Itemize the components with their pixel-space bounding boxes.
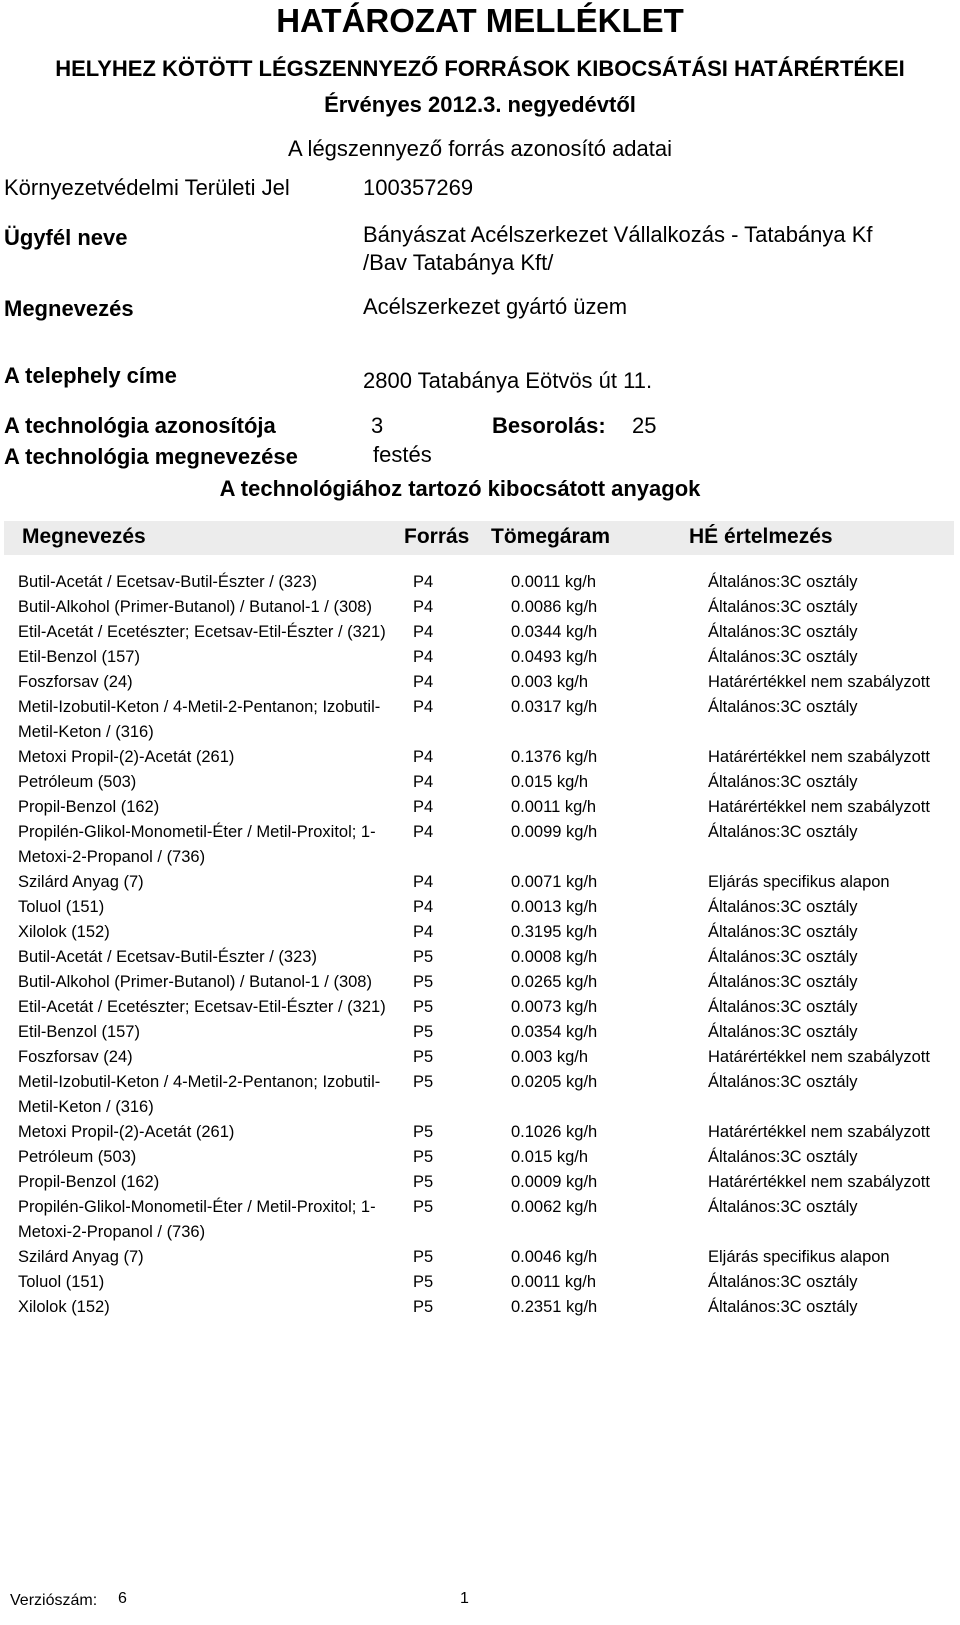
- substance-name: Propilén-Glikol-Monometil-Éter / Metil-Proxitol; 1-Metoxi-2-Propanol / (736): [18, 823, 376, 866]
- substance-limit: Általános:3C osztály: [708, 773, 858, 791]
- substance-mass-flow: 0.0011 kg/h: [511, 1273, 597, 1291]
- substance-mass-flow: 0.1376 kg/h: [511, 748, 598, 766]
- substance-source: P5: [413, 948, 434, 966]
- classification-label: Besorolás:: [492, 413, 606, 438]
- substance-name: Xilolok (152): [18, 923, 110, 941]
- substance-mass-flow: 0.0344 kg/h: [511, 623, 598, 641]
- tech-name-label: A technológia megnevezése: [4, 444, 298, 469]
- substance-name: Szilárd Anyag (7): [18, 1248, 144, 1266]
- substance-source: P4: [413, 773, 434, 791]
- table-row: [18, 1270, 948, 1295]
- source-section-title: A légszennyező forrás azonosító adatai: [287, 136, 673, 161]
- substance-mass-flow: 0.0013 kg/h: [511, 898, 598, 916]
- substance-mass-flow: 0.0046 kg/h: [511, 1248, 598, 1266]
- substance-name: Petróleum (503): [18, 773, 137, 791]
- substance-limit: Általános:3C osztály: [708, 648, 858, 666]
- substance-name: Propil-Benzol (162): [18, 1173, 160, 1191]
- name-value: Acélszerkezet gyártó üzem: [363, 294, 628, 319]
- address-label: A telephely címe: [4, 363, 177, 388]
- substance-limit: Általános:3C osztály: [708, 1298, 858, 1316]
- substance-name: Toluol (151): [18, 1273, 105, 1291]
- client-value-line2: /Bav Tatabánya Kft/: [363, 250, 554, 275]
- substance-name: Metoxi Propil-(2)-Acetát (261): [18, 1123, 235, 1141]
- substance-mass-flow: 0.0265 kg/h: [511, 973, 598, 991]
- header-name: Megnevezés: [22, 525, 146, 548]
- substance-source: P4: [413, 798, 434, 816]
- substance-limit: Határértékkel nem szabályzott: [708, 673, 930, 691]
- table-row: [18, 895, 948, 920]
- table-row: [18, 695, 948, 745]
- table-row: [18, 1020, 948, 1045]
- name-label: Megnevezés: [4, 296, 134, 321]
- table-row: [18, 1195, 948, 1245]
- substance-source: P4: [413, 598, 434, 616]
- table-row: [18, 1070, 948, 1120]
- substance-mass-flow: 0.0099 kg/h: [511, 823, 598, 841]
- substance-source: P5: [413, 1148, 434, 1166]
- table-row: [18, 970, 948, 995]
- substance-name: Etil-Acetát / Ecetészter; Ecetsav-Etil-Észter / (321): [18, 998, 386, 1016]
- substance-mass-flow: 0.2351 kg/h: [511, 1298, 598, 1316]
- substance-mass-flow: 0.0073 kg/h: [511, 998, 598, 1016]
- substance-name: Foszforsav (24): [18, 673, 133, 691]
- substance-limit: Általános:3C osztály: [708, 823, 858, 841]
- substance-name: Etil-Acetát / Ecetészter; Ecetsav-Etil-Észter / (321): [18, 623, 386, 641]
- substance-limit: Határértékkel nem szabályzott: [708, 1173, 930, 1191]
- table-header: [4, 521, 954, 555]
- ktj-value: 100357269: [363, 175, 474, 200]
- substance-source: P4: [413, 673, 434, 691]
- substance-name: Propil-Benzol (162): [18, 798, 160, 816]
- substance-source: P5: [413, 1198, 434, 1216]
- table-row: [18, 620, 948, 645]
- substance-name: Etil-Benzol (157): [18, 1023, 140, 1041]
- substance-limit: Általános:3C osztály: [708, 1073, 858, 1091]
- substance-source: P5: [413, 1273, 434, 1291]
- substance-mass-flow: 0.003 kg/h: [511, 1048, 589, 1066]
- substance-name: Etil-Benzol (157): [18, 648, 140, 666]
- substance-name: Foszforsav (24): [18, 1048, 133, 1066]
- substance-source: P5: [413, 1298, 434, 1316]
- substance-source: P4: [413, 873, 434, 891]
- substance-limit: Általános:3C osztály: [708, 973, 858, 991]
- document-title: HATÁROZAT MELLÉKLET: [276, 2, 684, 39]
- substance-mass-flow: 0.015 kg/h: [511, 773, 589, 791]
- header-limit-interpretation: HÉ értelmezés: [689, 525, 833, 548]
- substance-limit: Eljárás specifikus alapon: [708, 873, 890, 891]
- tech-name-value: festés: [373, 442, 432, 467]
- substance-source: P5: [413, 1048, 434, 1066]
- substance-limit: Határértékkel nem szabályzott: [708, 1048, 930, 1066]
- table-row: [18, 795, 948, 820]
- header-mass-flow: Tömegáram: [491, 525, 611, 548]
- table-row: [18, 1170, 948, 1195]
- substance-mass-flow: 0.0062 kg/h: [511, 1198, 598, 1216]
- substance-limit: Általános:3C osztály: [708, 1273, 858, 1291]
- substance-limit: Általános:3C osztály: [708, 598, 858, 616]
- substance-source: P5: [413, 1023, 434, 1041]
- substance-limit: Általános:3C osztály: [708, 1198, 858, 1216]
- client-value-line1: Bányászat Acélszerkezet Vállalkozás - Tatabánya Kf: [363, 222, 873, 247]
- page-number: 1: [460, 1590, 469, 1607]
- table-row: [18, 1245, 948, 1270]
- substance-source: P4: [413, 573, 434, 591]
- substance-mass-flow: 0.0317 kg/h: [511, 698, 598, 716]
- substance-limit: Általános:3C osztály: [708, 948, 858, 966]
- substance-source: P4: [413, 898, 434, 916]
- client-label: Ügyfél neve: [4, 225, 128, 250]
- substance-mass-flow: 0.3195 kg/h: [511, 923, 598, 941]
- substance-name: Metil-Izobutil-Keton / 4-Metil-2-Pentanon; Izobutil-Metil-Keton / (316): [18, 1073, 381, 1116]
- substance-source: P4: [413, 823, 434, 841]
- substance-mass-flow: 0.0009 kg/h: [511, 1173, 598, 1191]
- table-row: [18, 1120, 948, 1145]
- substance-name: Metil-Izobutil-Keton / 4-Metil-2-Pentanon; Izobutil-Metil-Keton / (316): [18, 698, 381, 741]
- substance-limit: Általános:3C osztály: [708, 1023, 858, 1041]
- substance-source: P4: [413, 648, 434, 666]
- substance-mass-flow: 0.0354 kg/h: [511, 1023, 598, 1041]
- substance-name: Butil-Acetát / Ecetsav-Butil-Észter / (323): [18, 948, 317, 966]
- substances-table-body: [18, 570, 948, 1320]
- substance-source: P4: [413, 698, 434, 716]
- substance-name: Toluol (151): [18, 898, 105, 916]
- version-label: Verziószám:: [10, 1592, 98, 1609]
- table-row: [18, 920, 948, 945]
- substance-limit: Általános:3C osztály: [708, 1148, 858, 1166]
- substance-name: Butil-Alkohol (Primer-Butanol) / Butanol-1 / (308): [18, 598, 372, 616]
- ktj-label: Környezetvédelmi Területi Jel: [4, 175, 290, 200]
- header-source: Forrás: [404, 525, 470, 548]
- substance-source: P4: [413, 748, 434, 766]
- substance-source: P5: [413, 1173, 434, 1191]
- table-row: [18, 1045, 948, 1070]
- table-row: [18, 670, 948, 695]
- substance-name: Szilárd Anyag (7): [18, 873, 144, 891]
- substance-mass-flow: 0.0071 kg/h: [511, 873, 598, 891]
- table-row: [18, 1145, 948, 1170]
- table-row: [18, 995, 948, 1020]
- table-row: [18, 645, 948, 670]
- substance-name: Propilén-Glikol-Monometil-Éter / Metil-Proxitol; 1-Metoxi-2-Propanol / (736): [18, 1198, 376, 1241]
- substance-mass-flow: 0.0011 kg/h: [511, 798, 597, 816]
- table-row: [18, 1295, 948, 1320]
- classification-value: 25: [632, 413, 657, 438]
- document-subtitle: HELYHEZ KÖTÖTT LÉGSZENNYEZŐ FORRÁSOK KIBOCSÁTÁSI HATÁRÉRTÉKEI: [55, 56, 905, 81]
- table-row: [18, 570, 948, 595]
- substance-name: Metoxi Propil-(2)-Acetát (261): [18, 748, 235, 766]
- substance-mass-flow: 0.003 kg/h: [511, 673, 589, 691]
- substances-title: A technológiához tartozó kibocsátott anyagok: [219, 476, 701, 501]
- validity-period: Érvényes 2012.3. negyedévtől: [324, 92, 636, 117]
- substance-name: Butil-Acetát / Ecetsav-Butil-Észter / (323): [18, 573, 317, 591]
- substance-limit: Általános:3C osztály: [708, 623, 858, 641]
- substance-source: P5: [413, 1123, 434, 1141]
- substance-limit: Általános:3C osztály: [708, 698, 858, 716]
- substance-mass-flow: 0.0008 kg/h: [511, 948, 598, 966]
- table-row: [18, 820, 948, 870]
- substance-limit: Határértékkel nem szabályzott: [708, 798, 930, 816]
- table-row: [18, 945, 948, 970]
- substance-limit: Eljárás specifikus alapon: [708, 1248, 890, 1266]
- substance-name: Xilolok (152): [18, 1298, 110, 1316]
- table-row: [18, 870, 948, 895]
- table-row: [18, 745, 948, 770]
- substance-limit: Általános:3C osztály: [708, 898, 858, 916]
- substance-limit: Határértékkel nem szabályzott: [708, 748, 930, 766]
- substance-source: P4: [413, 923, 434, 941]
- substance-mass-flow: 0.0086 kg/h: [511, 598, 598, 616]
- substance-limit: Határértékkel nem szabályzott: [708, 1123, 930, 1141]
- substance-name: Petróleum (503): [18, 1148, 137, 1166]
- substance-limit: Általános:3C osztály: [708, 573, 858, 591]
- substance-mass-flow: 0.0011 kg/h: [511, 573, 597, 591]
- address-value: 2800 Tatabánya Eötvös út 11.: [363, 368, 653, 393]
- table-row: [18, 770, 948, 795]
- substance-source: P5: [413, 1073, 434, 1091]
- substances-table: [18, 570, 948, 1320]
- substance-mass-flow: 0.1026 kg/h: [511, 1123, 598, 1141]
- substance-source: P5: [413, 1248, 434, 1266]
- tech-id-value: 3: [371, 413, 384, 438]
- substance-name: Butil-Alkohol (Primer-Butanol) / Butanol-1 / (308): [18, 973, 372, 991]
- substance-source: P5: [413, 998, 434, 1016]
- substance-mass-flow: 0.015 kg/h: [511, 1148, 589, 1166]
- substance-limit: Általános:3C osztály: [708, 998, 858, 1016]
- version-value: 6: [118, 1590, 127, 1607]
- substance-source: P5: [413, 973, 434, 991]
- substance-source: P4: [413, 623, 434, 641]
- substance-mass-flow: 0.0493 kg/h: [511, 648, 598, 666]
- table-row: [18, 595, 948, 620]
- tech-id-label: A technológia azonosítója: [4, 413, 276, 438]
- substance-limit: Általános:3C osztály: [708, 923, 858, 941]
- substance-mass-flow: 0.0205 kg/h: [511, 1073, 598, 1091]
